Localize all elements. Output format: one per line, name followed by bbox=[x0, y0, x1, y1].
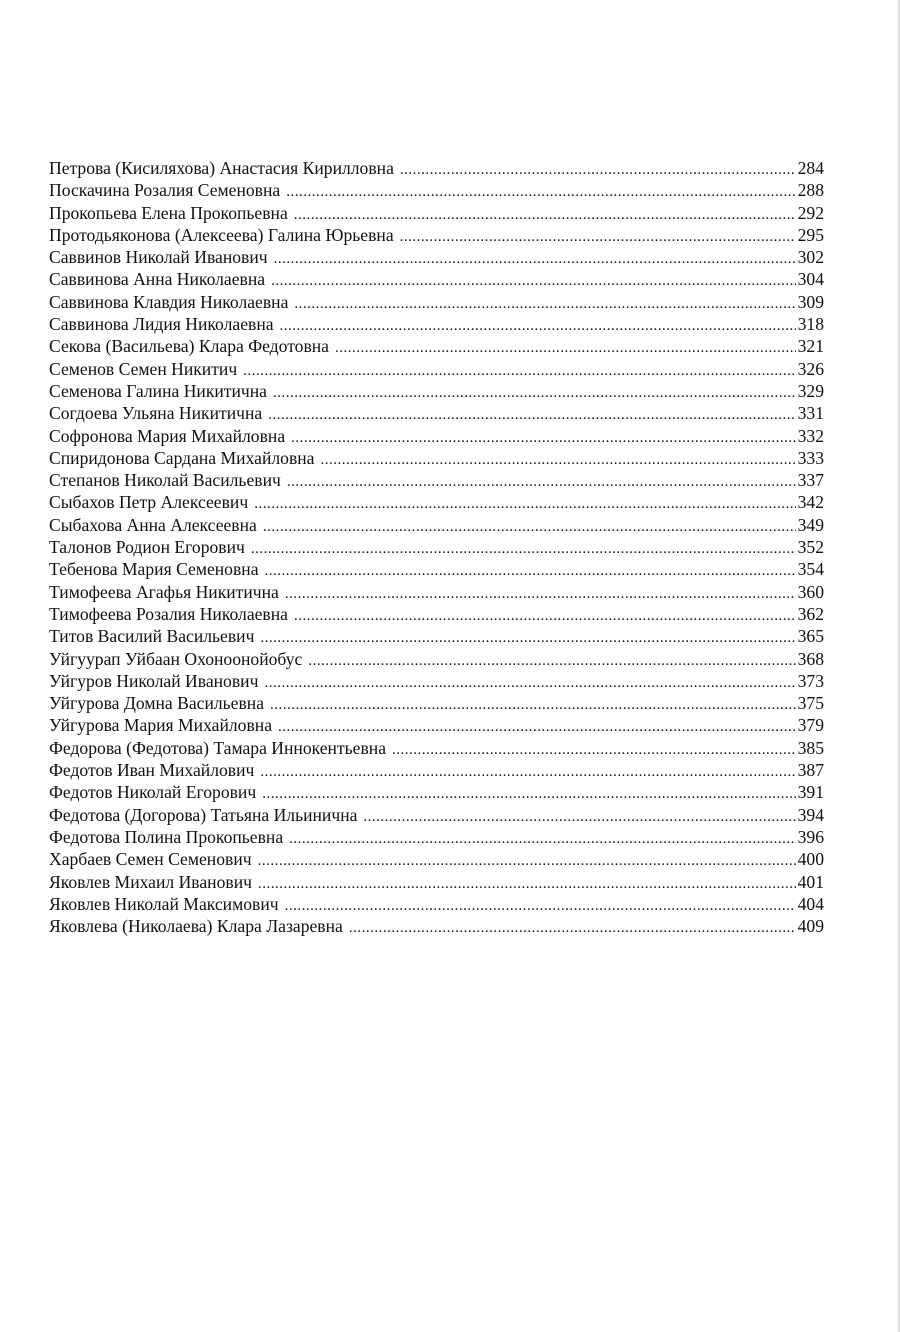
entry-page-number: 331 bbox=[797, 403, 824, 424]
entry-name: Протодьяконова (Алексеева) Галина Юрьевна bbox=[49, 224, 394, 245]
dot-leader bbox=[251, 538, 796, 560]
toc-entry bbox=[49, 893, 824, 915]
dot-leader bbox=[400, 226, 796, 248]
toc-entry bbox=[49, 469, 824, 491]
toc-entry bbox=[49, 915, 824, 937]
entry-page-number: 295 bbox=[797, 224, 824, 245]
toc-entry bbox=[49, 804, 824, 826]
dot-leader bbox=[254, 493, 795, 515]
dot-leader bbox=[260, 761, 795, 783]
dot-leader bbox=[258, 850, 796, 872]
dot-leader bbox=[289, 828, 795, 850]
toc-entry bbox=[49, 268, 824, 290]
entry-page-number: 288 bbox=[797, 180, 824, 201]
dot-leader bbox=[294, 204, 796, 226]
toc-entry bbox=[49, 157, 824, 179]
entry-name: Саввинова Анна Николаевна bbox=[49, 269, 266, 290]
entry-page-number: 333 bbox=[797, 447, 824, 468]
entry-name: Семенова Галина Никитична bbox=[49, 380, 267, 401]
entry-page-number: 409 bbox=[797, 916, 824, 937]
toc-entry bbox=[49, 581, 824, 603]
toc-entry bbox=[49, 625, 824, 647]
dot-leader bbox=[265, 560, 796, 582]
entry-name: Уйгурова Мария Михайловна bbox=[49, 715, 272, 736]
entry-name: Тимофеева Розалия Николаевна bbox=[49, 603, 288, 624]
toc-entry bbox=[49, 402, 824, 424]
dot-leader bbox=[258, 873, 796, 895]
dot-leader bbox=[349, 917, 796, 939]
entry-name: Семенов Семен Никитич bbox=[49, 358, 238, 379]
dot-leader bbox=[286, 181, 795, 203]
entry-name: Саввинов Николай Иванович bbox=[49, 247, 268, 268]
entry-page-number: 292 bbox=[797, 202, 824, 223]
toc-entry bbox=[49, 491, 824, 513]
dot-leader bbox=[285, 583, 796, 605]
entry-name: Степанов Николай Васильевич bbox=[49, 470, 281, 491]
entry-name: Федотов Иван Михайлович bbox=[49, 760, 255, 781]
dot-leader bbox=[308, 650, 795, 672]
toc-entry bbox=[49, 603, 824, 625]
dot-leader bbox=[285, 895, 796, 917]
dot-leader bbox=[320, 449, 795, 471]
entry-page-number: 362 bbox=[797, 603, 824, 624]
entry-name: Согдоева Ульяна Никитична bbox=[49, 403, 263, 424]
toc-entry bbox=[49, 447, 824, 469]
toc-entry bbox=[49, 871, 824, 893]
entry-name: Федотова (Догорова) Татьяна Ильинична bbox=[49, 804, 358, 825]
entry-page-number: 321 bbox=[797, 336, 824, 357]
toc-entry bbox=[49, 536, 824, 558]
entry-page-number: 404 bbox=[797, 893, 824, 914]
dot-leader bbox=[262, 783, 795, 805]
dot-leader bbox=[270, 694, 796, 716]
dot-leader bbox=[363, 806, 795, 828]
entry-page-number: 326 bbox=[797, 358, 824, 379]
entry-page-number: 400 bbox=[797, 849, 824, 870]
entry-name: Титов Василий Васильевич bbox=[49, 626, 255, 647]
entry-page-number: 360 bbox=[797, 581, 824, 602]
entry-page-number: 349 bbox=[797, 514, 824, 535]
entry-name: Прокопьева Елена Прокопьевна bbox=[49, 202, 288, 223]
entry-name: Талонов Родион Егорович bbox=[49, 537, 245, 558]
toc-entry bbox=[49, 358, 824, 380]
entry-name: Уйгурова Домна Васильевна bbox=[49, 693, 265, 714]
entry-page-number: 318 bbox=[797, 314, 824, 335]
entry-name: Федотов Николай Егорович bbox=[49, 782, 257, 803]
dot-leader bbox=[291, 427, 795, 449]
toc-entry bbox=[49, 514, 824, 536]
entry-page-number: 401 bbox=[797, 871, 824, 892]
entry-page-number: 337 bbox=[797, 470, 824, 491]
toc-entry bbox=[49, 737, 824, 759]
entry-page-number: 394 bbox=[797, 804, 824, 825]
entry-name: Уйгуров Николай Иванович bbox=[49, 670, 259, 691]
dot-leader bbox=[268, 404, 795, 426]
toc-entry bbox=[49, 179, 824, 201]
dot-leader bbox=[335, 337, 796, 359]
entry-name: Саввинова Клавдия Николаевна bbox=[49, 291, 289, 312]
dot-leader bbox=[264, 672, 795, 694]
entry-name: Поскачина Розалия Семеновна bbox=[49, 180, 281, 201]
entry-page-number: 375 bbox=[797, 693, 824, 714]
table-of-contents bbox=[49, 157, 824, 937]
dot-leader bbox=[287, 471, 796, 493]
toc-entry bbox=[49, 759, 824, 781]
dot-leader bbox=[260, 627, 795, 649]
entry-name: Яковлева (Николаева) Клара Лазаревна bbox=[49, 916, 343, 937]
entry-name: Тебенова Мария Семеновна bbox=[49, 559, 259, 580]
entry-page-number: 332 bbox=[797, 425, 824, 446]
toc-entry bbox=[49, 224, 824, 246]
entry-name: Яковлев Николай Максимович bbox=[49, 893, 279, 914]
entry-name: Уйгуурап Уйбаан Охоноонойобус bbox=[49, 648, 303, 669]
entry-name: Софронова Мария Михайловна bbox=[49, 425, 286, 446]
entry-page-number: 391 bbox=[797, 782, 824, 803]
entry-page-number: 385 bbox=[797, 737, 824, 758]
entry-page-number: 354 bbox=[797, 559, 824, 580]
entry-page-number: 284 bbox=[797, 158, 824, 178]
entry-name: Спиридонова Сардана Михайловна bbox=[49, 447, 315, 468]
entry-name: Харбаев Семен Семенович bbox=[49, 849, 252, 870]
toc-entry bbox=[49, 291, 824, 313]
dot-leader bbox=[274, 248, 796, 270]
toc-entry bbox=[49, 670, 824, 692]
entry-page-number: 329 bbox=[797, 380, 824, 401]
toc-entry bbox=[49, 714, 824, 736]
dot-leader bbox=[280, 315, 796, 337]
entry-page-number: 373 bbox=[797, 670, 824, 691]
toc-entry bbox=[49, 246, 824, 268]
dot-leader bbox=[278, 716, 796, 738]
toc-entry bbox=[49, 781, 824, 803]
entry-page-number: 309 bbox=[797, 291, 824, 312]
entry-name: Саввинова Лидия Николаевна bbox=[49, 314, 274, 335]
entry-page-number: 387 bbox=[797, 760, 824, 781]
dot-leader bbox=[271, 270, 796, 292]
dot-leader bbox=[263, 516, 796, 538]
entry-name: Федорова (Федотова) Тамара Иннокентьевна bbox=[49, 737, 387, 758]
entry-page-number: 304 bbox=[797, 269, 824, 290]
entry-name: Федотова Полина Прокопьевна bbox=[49, 826, 284, 847]
entry-page-number: 368 bbox=[797, 648, 824, 669]
entry-name: Тимофеева Агафья Никитична bbox=[49, 581, 279, 602]
toc-entry bbox=[49, 335, 824, 357]
entry-name: Яковлев Михаил Иванович bbox=[49, 871, 252, 892]
toc-entry bbox=[49, 380, 824, 402]
toc-entry bbox=[49, 558, 824, 580]
dot-leader bbox=[392, 739, 796, 761]
dot-leader bbox=[243, 360, 795, 382]
dot-leader bbox=[273, 382, 796, 404]
entry-page-number: 379 bbox=[797, 715, 824, 736]
toc-entry bbox=[49, 826, 824, 848]
entry-name: Сыбахова Анна Алексеевна bbox=[49, 514, 257, 535]
entry-page-number: 342 bbox=[797, 492, 824, 513]
entry-page-number: 365 bbox=[797, 626, 824, 647]
toc-entry bbox=[49, 848, 824, 870]
dot-leader bbox=[294, 605, 796, 627]
toc-entry bbox=[49, 202, 824, 224]
toc-entry bbox=[49, 425, 824, 447]
dot-leader bbox=[294, 293, 795, 315]
dot-leader bbox=[400, 159, 796, 181]
toc-entry bbox=[49, 313, 824, 335]
entry-name: Петрова (Кисиляхова) Анастасия Кирилловна bbox=[49, 158, 394, 178]
entry-page-number: 302 bbox=[797, 247, 824, 268]
toc-entry bbox=[49, 648, 824, 670]
entry-name: Секова (Васильева) Клара Федотовна bbox=[49, 336, 329, 357]
entry-page-number: 396 bbox=[797, 826, 824, 847]
entry-name: Сыбахов Петр Алексеевич bbox=[49, 492, 249, 513]
entry-page-number: 352 bbox=[797, 537, 824, 558]
toc-entry bbox=[49, 692, 824, 714]
